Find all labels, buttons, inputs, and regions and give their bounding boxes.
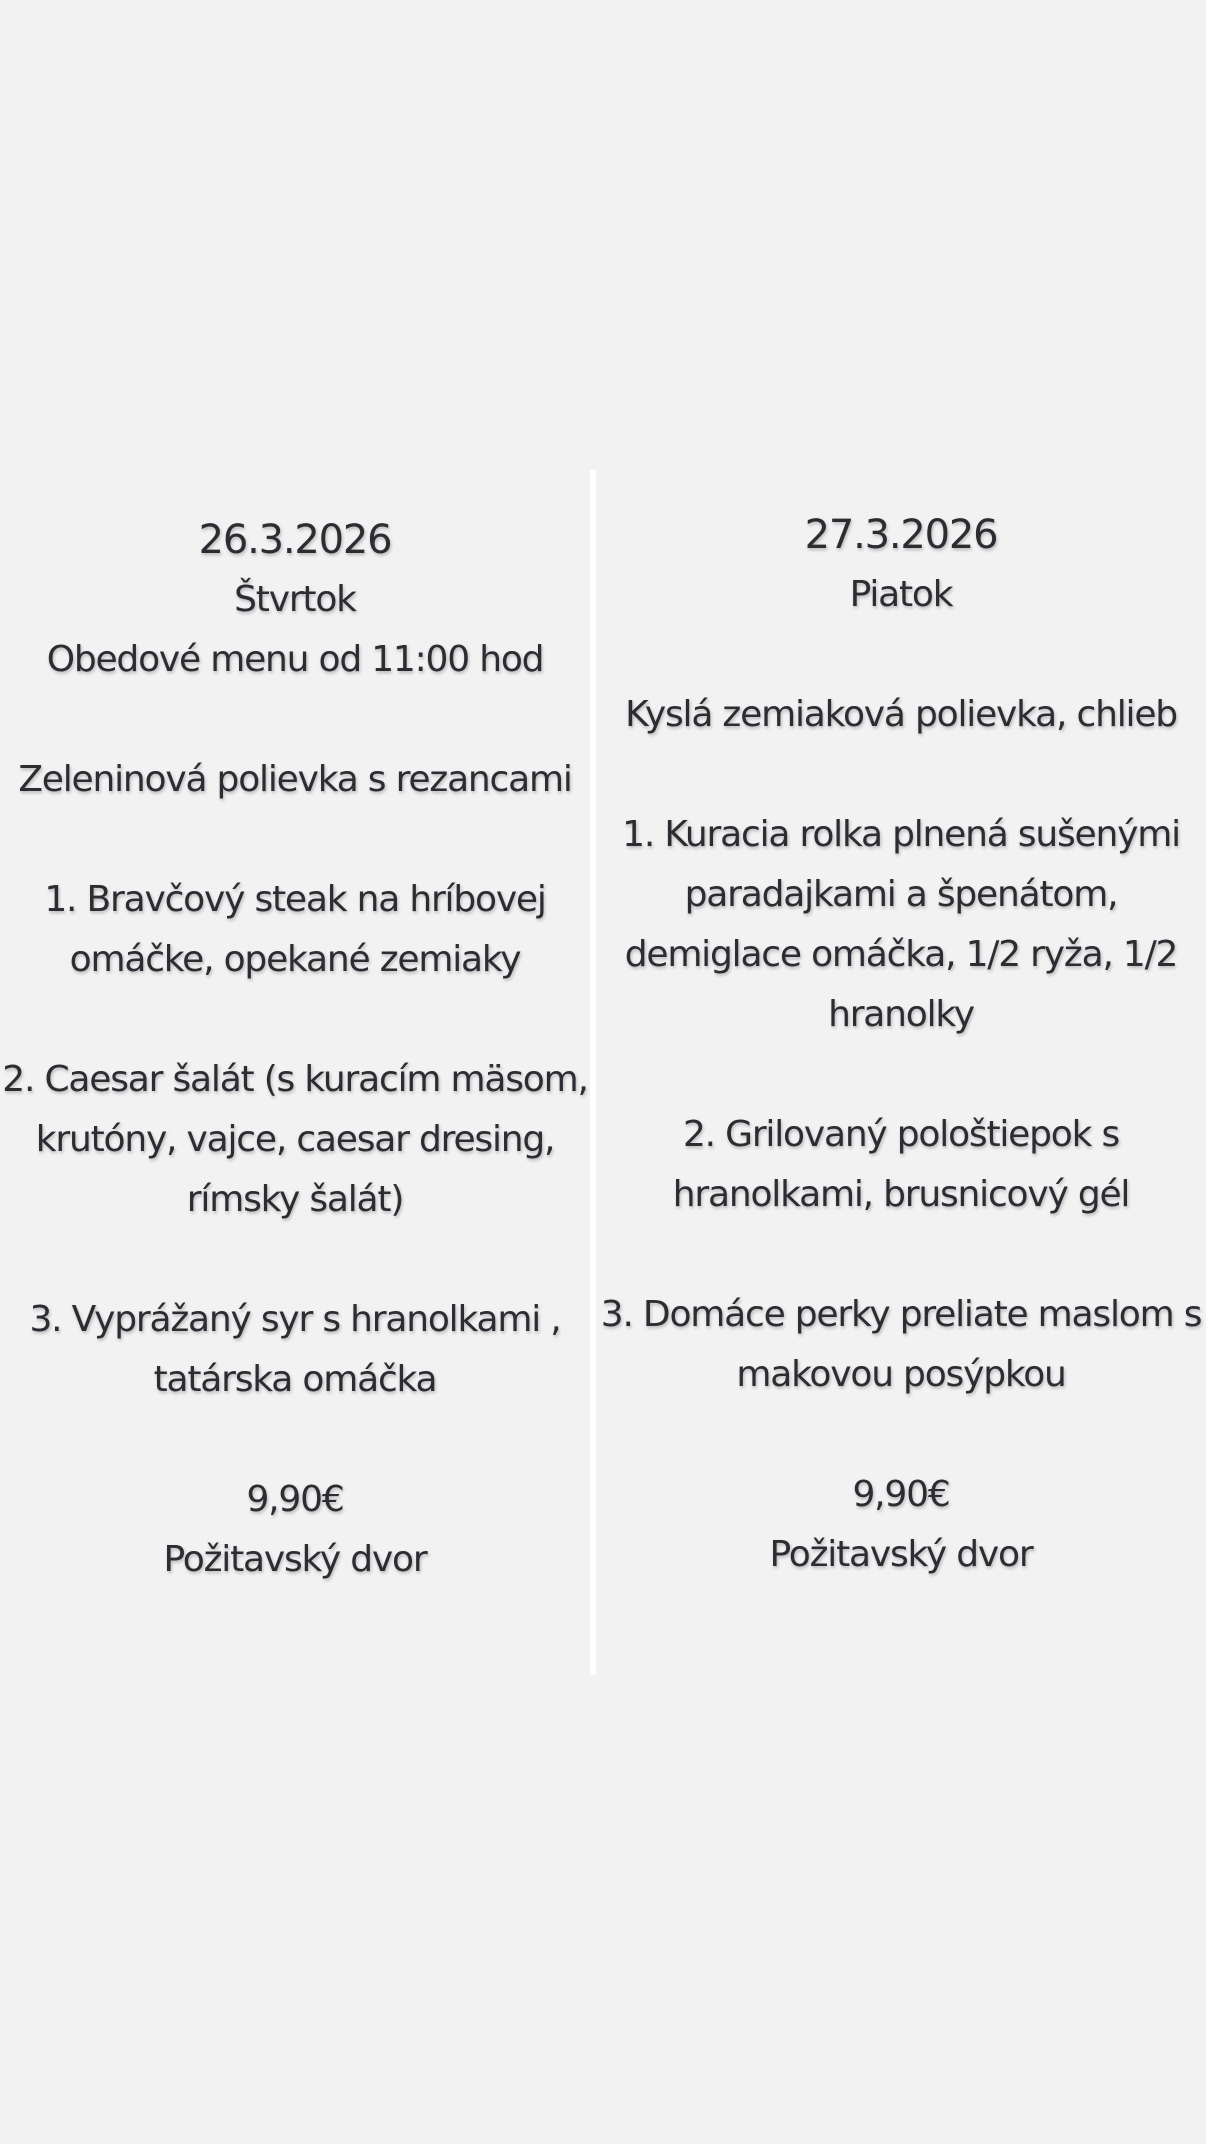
spacer (0, 1230, 590, 1290)
friday-item1-line3: demiglace omáčka, 1/2 ryža, 1/2 (624, 934, 1178, 975)
spacer (0, 690, 590, 750)
spacer (596, 1045, 1206, 1105)
thursday-item2-line1: 2. Caesar šalát (s kuracím mäsom, (2, 1059, 588, 1100)
thursday-item3-line1: 3. Vyprážaný syr s hranolkami , (29, 1299, 561, 1340)
spacer (0, 1410, 590, 1470)
friday-item1-line1: 1. Kuracia rolka plnená sušenými (622, 814, 1180, 855)
thursday-item2-line3: rímsky šalát) (186, 1179, 404, 1220)
spacer (596, 625, 1206, 685)
friday-price: 9,90€ (852, 1474, 950, 1515)
friday-item1-line2: paradajkami a špenátom, (684, 874, 1118, 915)
spacer (596, 1225, 1206, 1285)
friday-menu-column (596, 505, 1206, 1585)
friday-item1-line4: hranolky (828, 994, 974, 1035)
friday-item2-line1: 2. Grilovaný pološtiepok s (682, 1114, 1120, 1155)
friday-item3-line1: 3. Domáce perky preliate maslom s (600, 1294, 1202, 1335)
thursday-item3-line2: tatárska omáčka (153, 1359, 437, 1400)
spacer (0, 810, 590, 870)
friday-day: Piatok (849, 574, 953, 615)
thursday-price: 9,90€ (246, 1479, 344, 1520)
friday-date: 27.3.2026 (804, 512, 998, 558)
thursday-venue: Požitavský dvor (163, 1539, 427, 1580)
friday-venue: Požitavský dvor (769, 1534, 1033, 1575)
thursday-day: Štvrtok (234, 579, 356, 620)
thursday-item1-line2: omáčke, opekané zemiaky (69, 939, 521, 980)
thursday-item2-line2: krutóny, vajce, caesar dresing, (35, 1119, 555, 1160)
thursday-menu-column (0, 510, 590, 1590)
friday-soup: Kyslá zemiaková polievka, chlieb (625, 694, 1177, 735)
thursday-soup: Zeleninová polievka s rezancami (18, 759, 572, 800)
friday-item2-line2: hranolkami, brusnicový gél (672, 1174, 1130, 1215)
friday-item3-line2: makovou posýpkou (736, 1354, 1066, 1395)
thursday-menu-intro: Obedové menu od 11:00 hod (46, 639, 544, 680)
spacer (596, 745, 1206, 805)
spacer (0, 990, 590, 1050)
thursday-item1-line1: 1. Bravčový steak na hríbovej (44, 879, 546, 920)
spacer (596, 1405, 1206, 1465)
thursday-date: 26.3.2026 (198, 517, 392, 563)
